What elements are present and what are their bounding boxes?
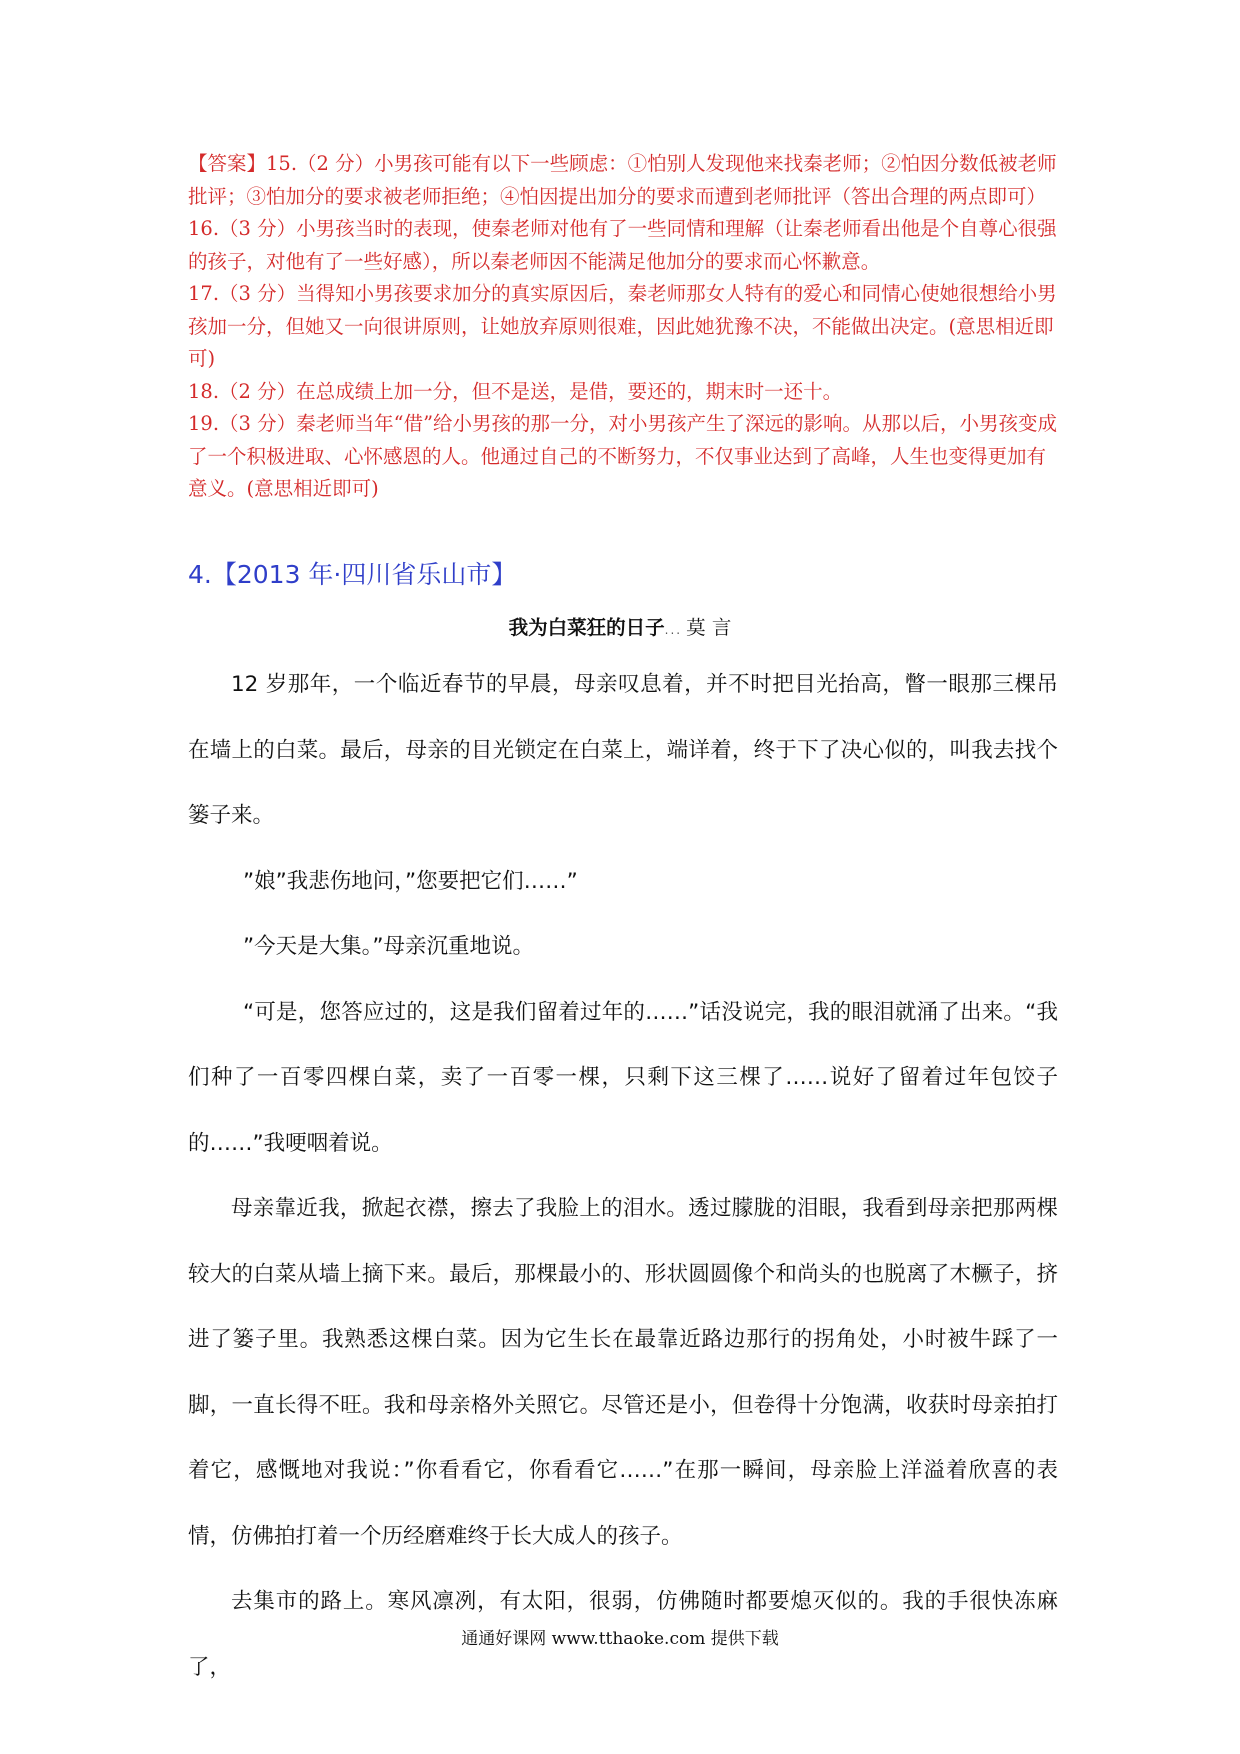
title-dots: ...: [664, 623, 683, 637]
answer-item: [188, 213, 1058, 278]
answer-text: 17.（3 分）当得知小男孩要求加分的真实原因后，秦老师那女人特有的爱心和同情心使她很想给小男孩加一分，但她又一向很讲原则，让她放弃原则很难，因此她犹豫不决，不能做出决定。(意思相近即可): [188, 282, 1057, 370]
answer-item: [188, 148, 1058, 213]
section-heading: 4.【2013 年·四川省乐山市】: [188, 560, 517, 589]
story-title: 我为白菜狂的日子: [508, 616, 665, 639]
answer-item: [188, 278, 1058, 376]
story-body: [188, 652, 1058, 1700]
answer-text: 18.（2 分）在总成绩上加一分，但不是送，是借，要还的，期末时一还十。: [188, 379, 843, 403]
story-paragraph: 母亲靠近我，掀起衣襟，擦去了我脸上的泪水。透过朦胧的泪眼，我看到母亲把那两棵较大的白菜从墙上摘下来。最后，那棵最小的、形状圆圆像个和尚头的也脱离了木橛子，挤进了篓子里。我熟悉这棵白菜。因为它生长在最靠近路边那行的拐角处，小时被牛踩了一脚，一直长得不旺。我和母亲格外关照它。尽管还是小，但卷得十分饱满，收获时母亲拍打着它，感慨地对我说：”你看看它，你看看它……”在那一瞬间，母亲脸上洋溢着欣喜的表情，仿佛拍打着一个历经磨难终于长大成人的孩子。: [188, 1196, 1058, 1549]
story-paragraph: ”今天是大集。”母亲沉重地说。: [243, 934, 535, 959]
answer-section: [188, 148, 1058, 506]
story-paragraph: 去集市的路上。寒风凛冽，有太阳，很弱，仿佛随时都要熄灭似的。我的手很快冻麻了，: [188, 1589, 1058, 1680]
story-paragraph: 12 岁那年，一个临近春节的早晨，母亲叹息着，并不时把目光抬高，瞥一眼那三棵吊在墙上的白菜。最后，母亲的目光锁定在白菜上，端详着，终于下了决心似的，叫我去找个篓子来。: [188, 672, 1058, 828]
story-paragraph: “可是，您答应过的，这是我们留着过年的……”话没说完，我的眼泪就涌了出来。“我们种了一百零四棵白菜，卖了一百零一棵，只剩下这三棵了……说好了留着过年包饺子的……”我哽咽着说。: [188, 999, 1058, 1156]
page-footer: 通通好课网 www.tthaoke.com 提供下载: [461, 1629, 779, 1649]
story-paragraph: ”娘”我悲伤地问，”您要把它们……”: [243, 868, 578, 894]
answer-text: 16.（3 分）小男孩当时的表现，使秦老师对他有了一些同情和理解（让秦老师看出他是个自尊心很强的孩子，对他有了一些好感），所以秦老师因不能满足他加分的要求而心怀歉意。: [188, 217, 1057, 273]
answer-text: 15.（2 分）小男孩可能有以下一些顾虑：①怕别人发现他来找秦老师；②怕因分数低被老师批评；③怕加分的要求被老师拒绝；④怕因提出加分的要求而遭到老师批评（答出合理的两点即可）: [188, 152, 1057, 208]
answer-text: 19.（3 分）秦老师当年“借”给小男孩的那一分，对小男孩产生了深远的影响。从那以后，小男孩变成了一个积极进取、心怀感恩的人。他通过自己的不断努力，不仅事业达到了高峰，人生也变得更加有意义。(意思相近即可): [188, 412, 1058, 500]
answer-prefix: 【答案】: [188, 152, 267, 175]
story-author: 莫 言: [686, 616, 732, 639]
story-title-line: [0, 612, 1240, 640]
answer-item: [188, 376, 1058, 409]
answer-item: [188, 408, 1058, 506]
